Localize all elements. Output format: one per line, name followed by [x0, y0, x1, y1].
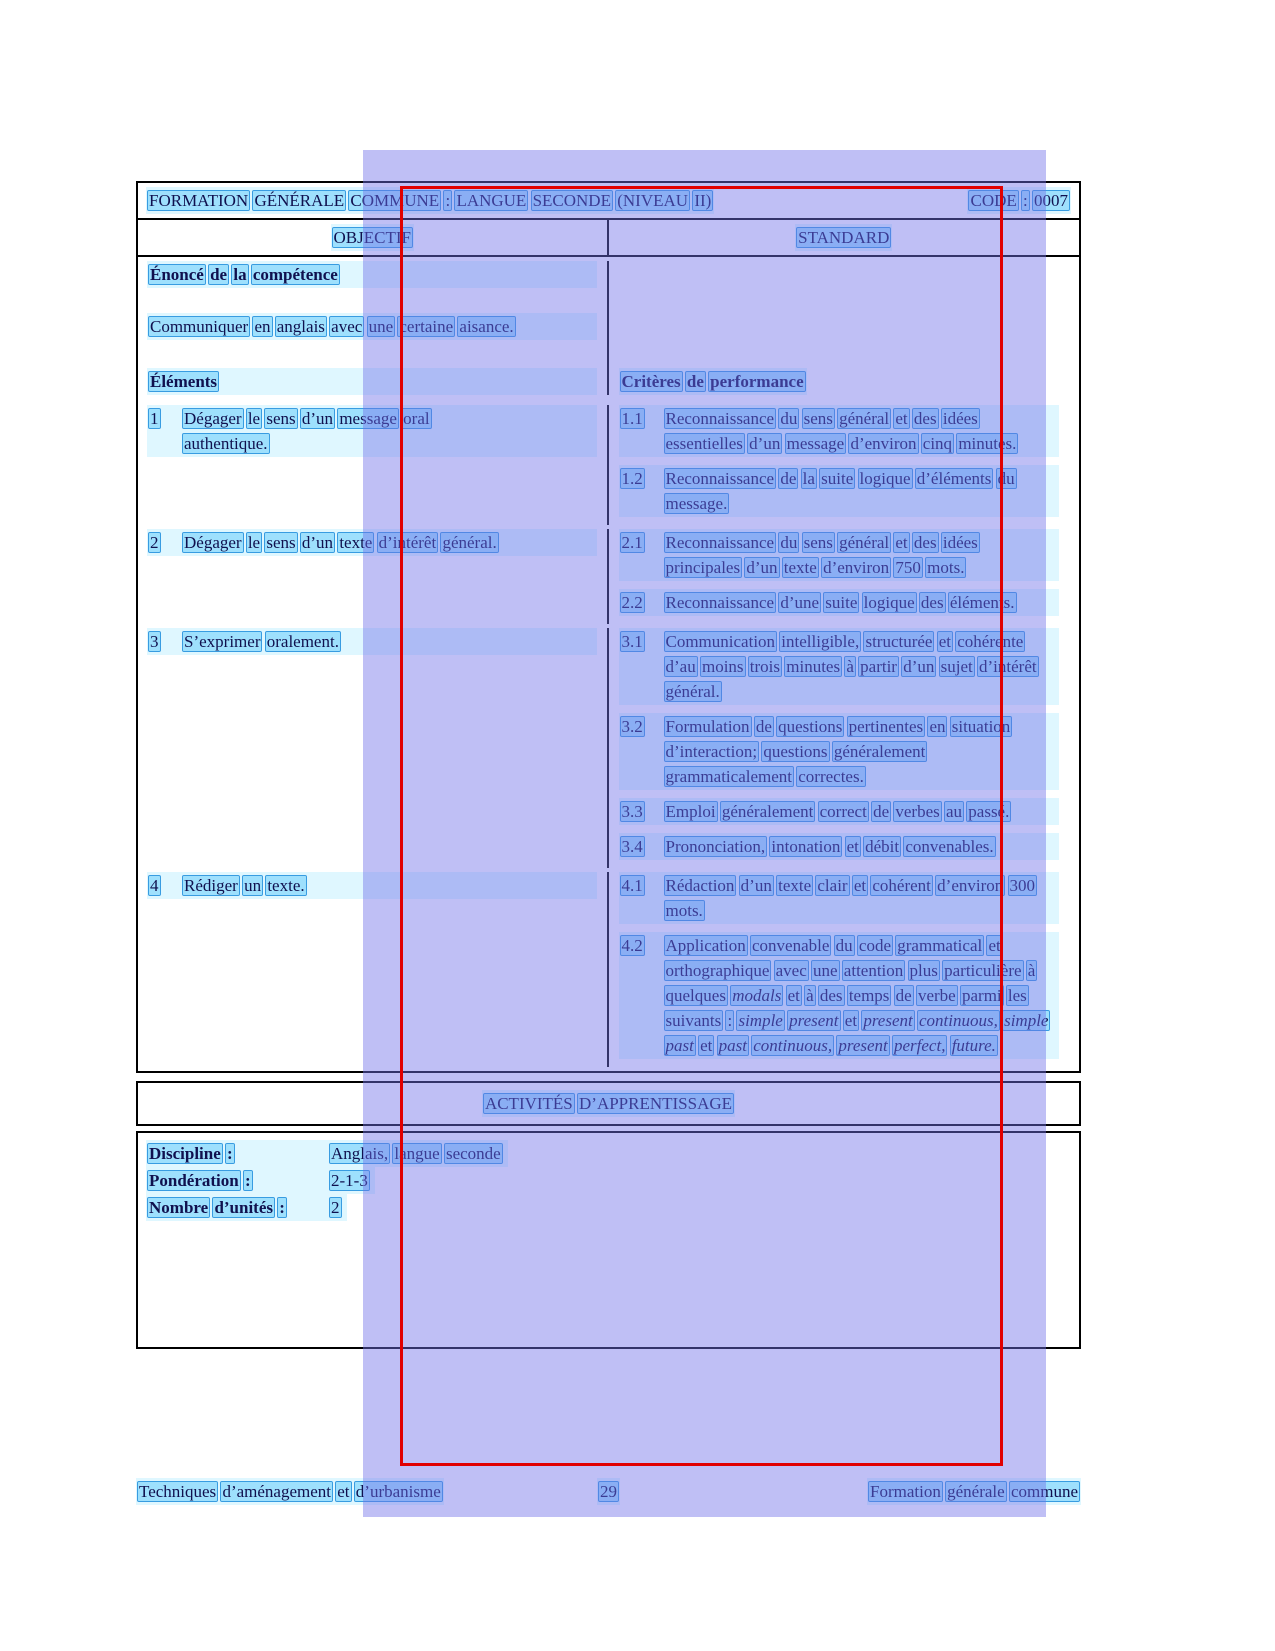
criteria-header-cell	[609, 368, 1080, 395]
program-code: CODE : 0007	[967, 187, 1071, 214]
element-number: 2	[150, 533, 159, 552]
footer-page-number: 29	[597, 1478, 620, 1505]
criterion-number: 2.2	[621, 593, 643, 612]
standard-header: STANDARD	[795, 224, 892, 251]
footer	[136, 1478, 1081, 1505]
criterion-item	[619, 872, 1060, 924]
element-number: 4	[150, 876, 159, 895]
criterion-number: 4.2	[621, 936, 643, 955]
competence-cell	[138, 261, 609, 368]
competence-statement: Communiquer en anglais avec une certaine aisance.	[147, 313, 597, 340]
element-item	[147, 872, 597, 899]
elements-header-cell	[138, 368, 609, 395]
criterion-item	[619, 833, 1060, 860]
criteria-cell	[609, 529, 1080, 624]
element-row	[138, 405, 1079, 525]
activities-box	[136, 1081, 1081, 1126]
table-body	[138, 257, 1079, 1067]
table-header-row	[138, 183, 1079, 220]
column-headers-row	[138, 220, 1079, 257]
spacer	[147, 340, 597, 368]
element-item	[147, 529, 597, 556]
element-cell	[138, 529, 609, 624]
element-row	[138, 529, 1079, 624]
criteria-cell	[609, 628, 1080, 868]
element-cell	[138, 405, 609, 525]
info-row-ponderation	[146, 1167, 375, 1194]
criterion-number: 1.1	[621, 409, 643, 428]
element-item	[147, 405, 597, 457]
criterion-text: Application convenable du code grammatical et orthographique avec une attention plus particulière à quelques modals et à des temps de verbe parmi les suivants : simple present et present continuous, simple past et past continuous, present perfect, future.	[665, 936, 1049, 1055]
competence-heading: Énoncé de la compétence	[147, 261, 597, 288]
footer-page-slot	[597, 1478, 620, 1505]
criterion-item	[619, 713, 1060, 790]
element-cell	[138, 628, 609, 868]
footer-right-text: Formation générale commune	[867, 1478, 1081, 1505]
info-row-discipline	[146, 1140, 508, 1167]
objectif-header: OBJECTIF	[331, 224, 414, 251]
competence-right-cell	[609, 261, 1080, 368]
criterion-number: 3.4	[621, 837, 643, 856]
info-row-unites	[146, 1194, 347, 1221]
field-value-unites: 2	[331, 1198, 340, 1217]
criterion-item	[619, 529, 1060, 581]
criterion-text: Formulation de questions pertinentes en situation d’interaction; questions généralement grammaticalement correctes.	[665, 717, 1011, 786]
criterion-text: Reconnaissance de la suite logique d’éléments du message.	[665, 469, 1015, 513]
element-number: 3	[150, 632, 159, 651]
element-text: Dégager le sens d’un texte d’intérêt général.	[184, 533, 497, 552]
criterion-number: 1.2	[621, 469, 643, 488]
criterion-item	[619, 798, 1060, 825]
criterion-item	[619, 589, 1060, 616]
criterion-item	[619, 932, 1060, 1059]
footer-right-slot	[620, 1478, 1081, 1505]
elements-header: Éléments	[147, 368, 597, 395]
element-item	[147, 628, 597, 655]
criteria-header: Critères de performance	[619, 368, 807, 395]
element-text: Dégager le sens d’un message oral authentique.	[184, 409, 430, 453]
criterion-text: Emploi généralement correct de verbes au passé.	[665, 802, 1010, 821]
criterion-item	[619, 465, 1060, 517]
criterion-item	[619, 405, 1060, 457]
spacer	[147, 288, 597, 313]
criteria-cell	[609, 405, 1080, 525]
criterion-number: 3.3	[621, 802, 643, 821]
footer-left-slot	[136, 1478, 597, 1505]
element-row	[138, 872, 1079, 1067]
criterion-item	[619, 628, 1060, 705]
criterion-number: 2.1	[621, 533, 643, 552]
criterion-text: Reconnaissance du sens général et des idées principales d’un texte d’environ 750 mots.	[665, 533, 978, 577]
criterion-text: Reconnaissance du sens général et des idées essentielles d’un message d’environ cinq minutes.	[665, 409, 1017, 453]
criterion-text: Reconnaissance d’une suite logique des éléments.	[665, 593, 1015, 612]
criterion-text: Prononciation, intonation et débit convenables.	[665, 837, 994, 856]
section-headers-band	[138, 368, 1079, 395]
criterion-number: 3.1	[621, 632, 643, 651]
element-cell	[138, 872, 609, 1067]
objectif-cell	[138, 220, 609, 255]
element-number: 1	[150, 409, 159, 428]
field-label-discipline: Discipline :	[149, 1144, 233, 1163]
field-label-ponderation: Pondération :	[149, 1171, 251, 1190]
criterion-text: Rédaction d’un texte clair et cohérent d’environ 300 mots.	[665, 876, 1035, 920]
element-text: S’exprimer oralement.	[184, 632, 339, 651]
program-title: FORMATION GÉNÉRALE COMMUNE : LANGUE SECONDE (NIVEAU II)	[146, 187, 714, 214]
field-value-discipline: Anglais, langue seconde	[331, 1144, 501, 1163]
element-text: Rédiger un texte.	[184, 876, 305, 895]
criterion-text: Communication intelligible, structurée et cohérente d’au moins trois minutes à partir d’un sujet d’intérêt général.	[665, 632, 1037, 701]
field-value-ponderation: 2-1-3	[331, 1171, 368, 1190]
competence-band	[138, 261, 1079, 368]
activities-heading: ACTIVITÉS D’APPRENTISSAGE	[482, 1090, 735, 1117]
field-label-unites: Nombre d’unités :	[149, 1198, 285, 1217]
footer-left-text: Techniques d’aménagement et d’urbanisme	[136, 1478, 444, 1505]
program-table	[136, 181, 1081, 1073]
elements-rows	[138, 405, 1079, 1067]
element-row	[138, 628, 1079, 868]
criterion-number: 4.1	[621, 876, 643, 895]
criteria-cell	[609, 872, 1080, 1067]
info-box	[136, 1131, 1081, 1349]
document	[136, 181, 1081, 1349]
standard-cell	[609, 220, 1080, 255]
criterion-number: 3.2	[621, 717, 643, 736]
